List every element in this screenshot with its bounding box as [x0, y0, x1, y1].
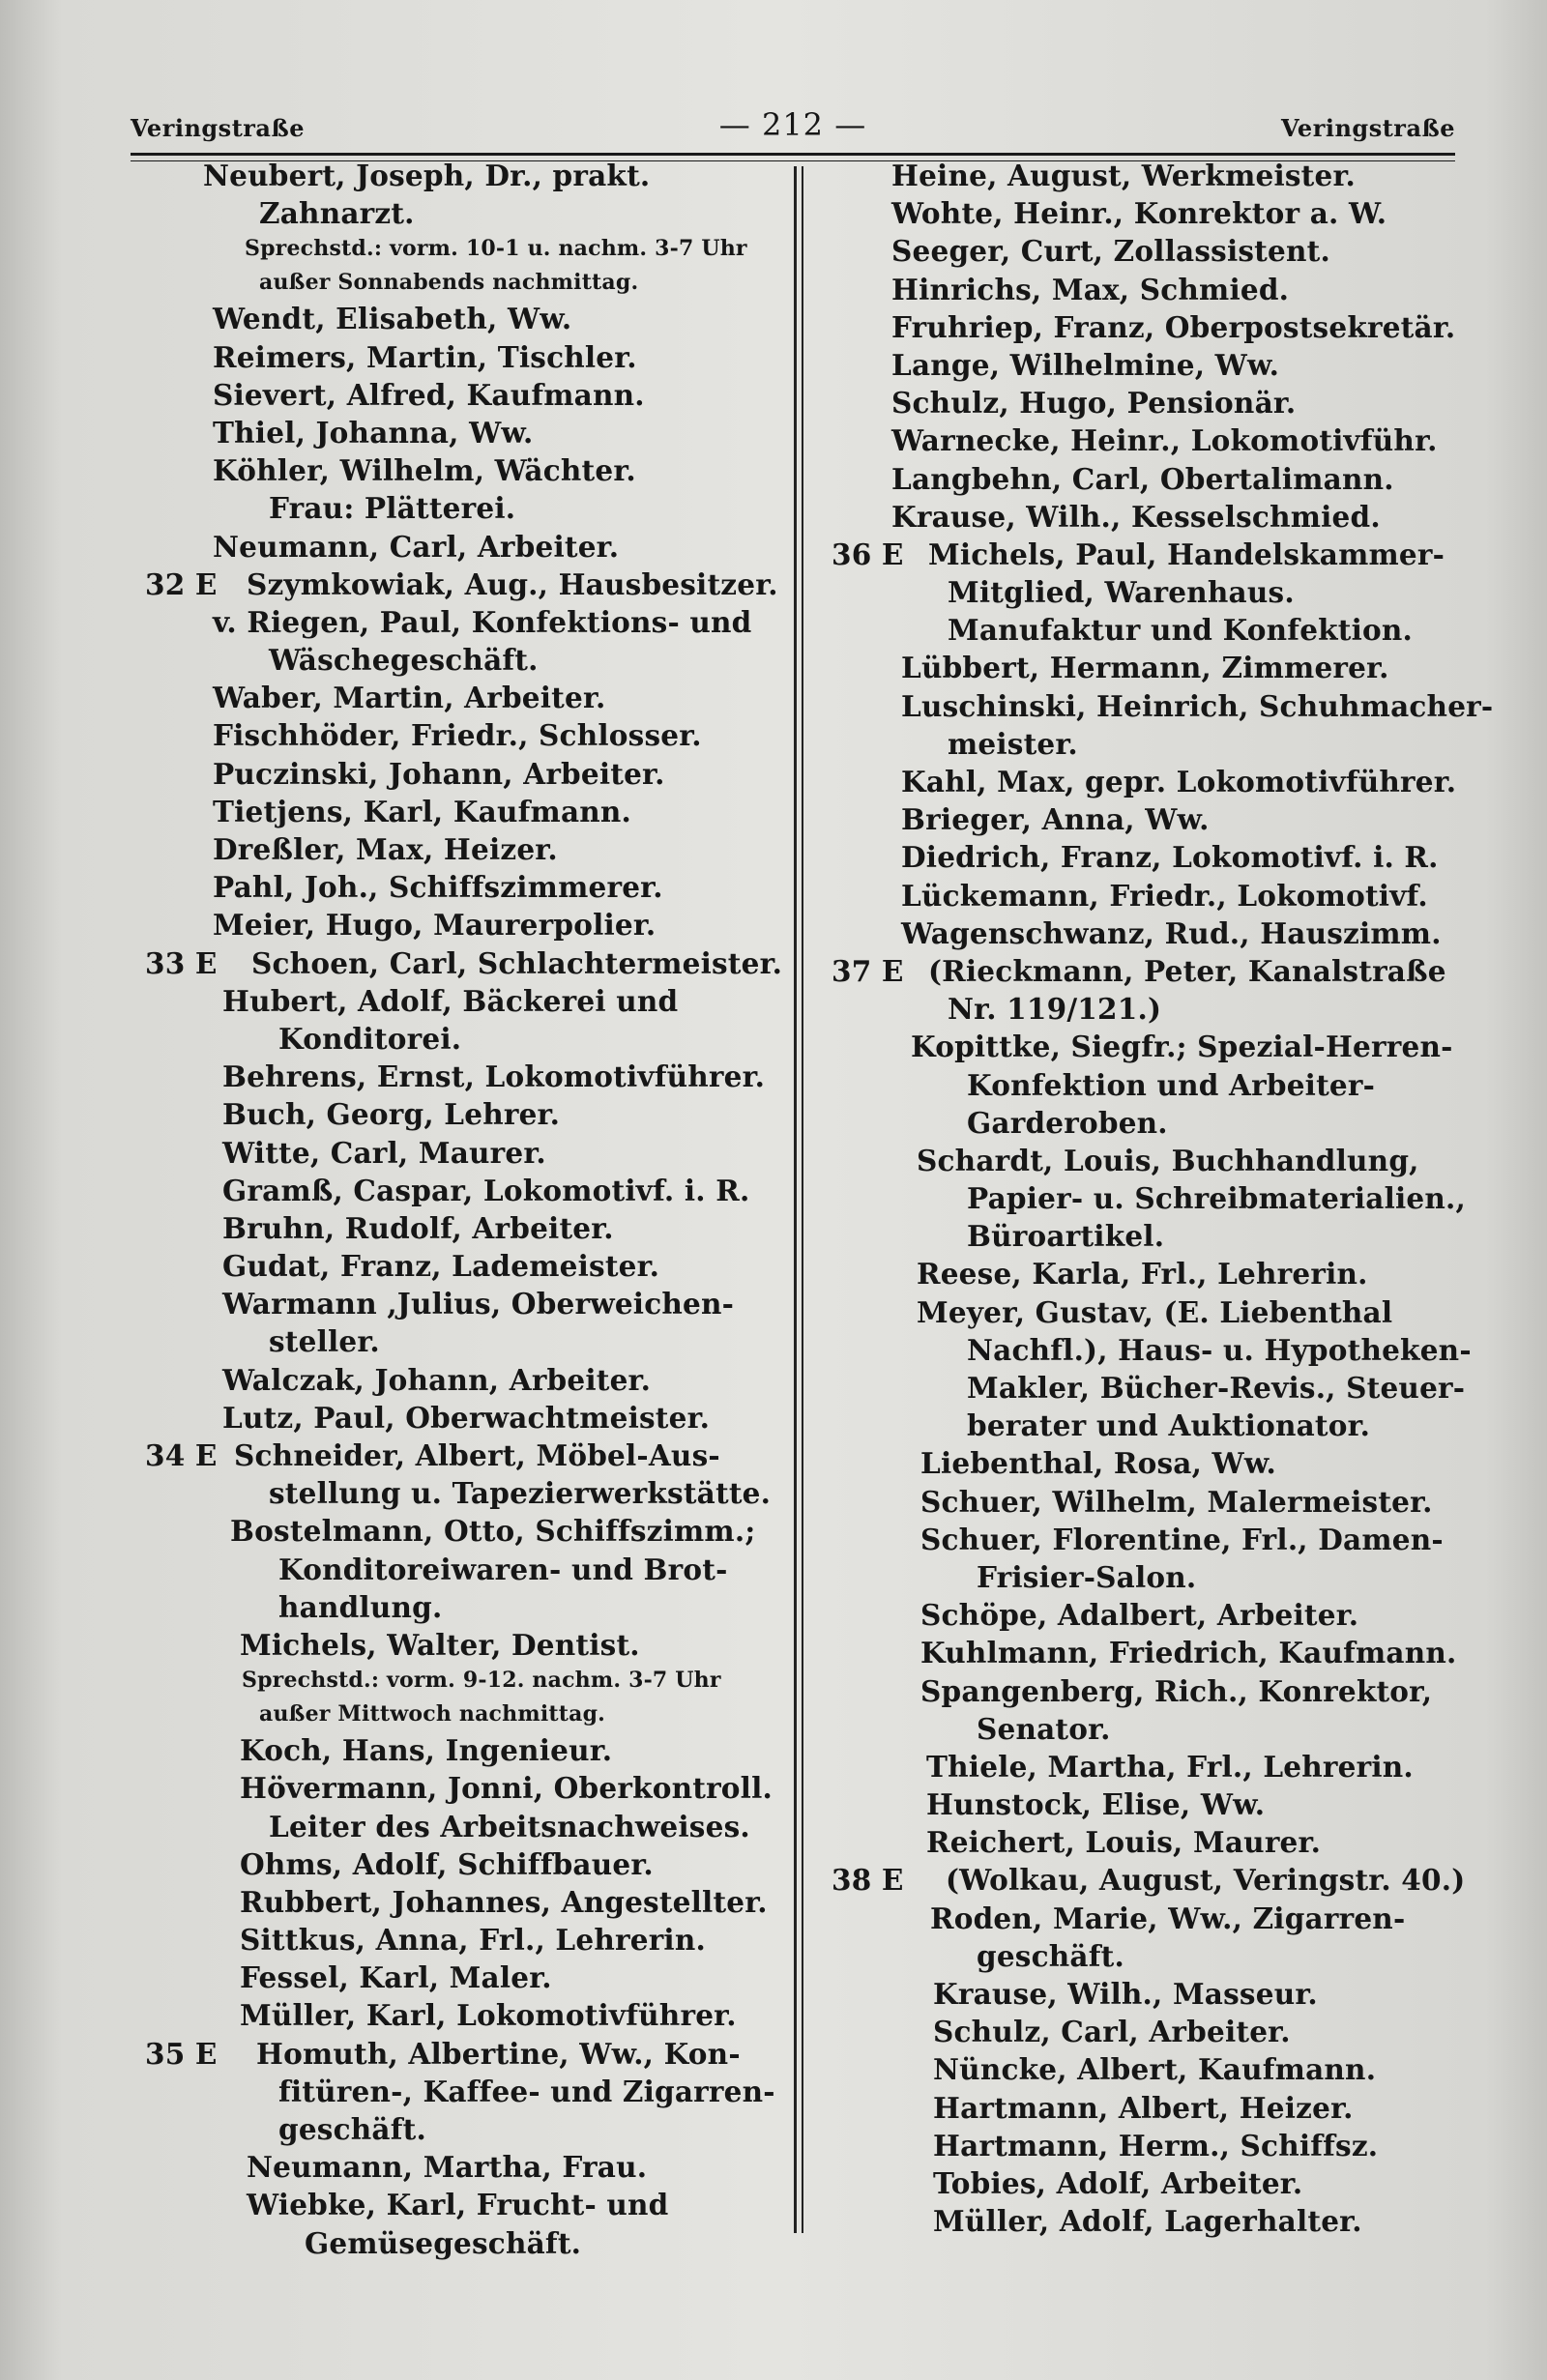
entry-text: Seeger, Curt, Zollassistent. — [891, 234, 1330, 269]
house-number: 38 E — [832, 1863, 904, 1898]
directory-entry — [832, 308, 1499, 346]
directory-entry — [832, 1521, 1499, 1558]
directory-entry — [145, 1020, 778, 1058]
page-number: — 212 — — [718, 106, 867, 143]
directory-entry — [832, 157, 1499, 194]
directory-entry — [145, 194, 778, 232]
directory-entry — [145, 1769, 778, 1807]
entry-text: Manufaktur und Konfektion. — [948, 613, 1414, 648]
directory-entry — [832, 421, 1499, 459]
directory-entry — [145, 1209, 778, 1247]
directory-entry — [145, 641, 778, 679]
directory-entry — [832, 384, 1499, 421]
directory-entry — [145, 1626, 778, 1664]
directory-entry — [832, 1937, 1499, 1975]
entry-text: Schoen, Carl, Schlachtermeister. — [251, 945, 783, 980]
directory-entry — [145, 679, 778, 716]
entry-text: Brieger, Anna, Ww. — [901, 802, 1210, 837]
entry-text: Reese, Karla, Frl., Lehrerin. — [917, 1257, 1368, 1292]
entry-text: Makler, Bücher-Revis., Steuer- — [967, 1371, 1466, 1405]
entry-text: Sprechstd.: vorm. 9-12. nachm. 3-7 Uhr — [242, 1668, 721, 1694]
entry-text: v. Riegen, Paul, Konfektions- und — [213, 604, 752, 639]
directory-entry — [145, 1399, 778, 1437]
directory-entry — [832, 2013, 1499, 2050]
directory-entry — [832, 1672, 1499, 1710]
entry-text: Koch, Hans, Ingenieur. — [240, 1733, 613, 1768]
office-hours-note — [145, 1664, 778, 1698]
entry-text: Schuer, Wilhelm, Malermeister. — [920, 1484, 1433, 1519]
entry-text: Gemüsegeschäft. — [305, 2225, 582, 2260]
directory-entry — [145, 1731, 778, 1769]
entry-text: handlung. — [278, 1589, 443, 1624]
directory-entry — [832, 2089, 1499, 2127]
entry-text: Liebenthal, Rosa, Ww. — [920, 1446, 1276, 1481]
entry-text: Lübbert, Hermann, Zimmerer. — [901, 651, 1389, 685]
entry-text: Krause, Wilh., Masseur. — [933, 1977, 1318, 2011]
entry-text: Konditoreiwaren- und Brot- — [278, 1552, 728, 1586]
entry-text: Waber, Martin, Arbeiter. — [213, 681, 606, 715]
entry-text: Homuth, Albertine, Ww., Kon- — [256, 2036, 741, 2071]
directory-entry — [832, 1142, 1499, 1179]
directory-entry — [832, 1179, 1499, 1217]
directory-entry — [145, 489, 778, 527]
entry-text: Diedrich, Franz, Lokomotivf. i. R. — [901, 840, 1439, 875]
directory-entry — [832, 725, 1499, 763]
left-column — [145, 157, 783, 2262]
directory-entry — [832, 271, 1499, 308]
house-number-entry — [145, 2035, 778, 2073]
entry-text: außer Mittwoch nachmittag. — [259, 1701, 606, 1727]
office-hours-note — [145, 1698, 778, 1731]
house-number-entry — [832, 952, 1499, 990]
directory-entry — [145, 1512, 778, 1550]
entry-text: Reimers, Martin, Tischler. — [213, 339, 637, 374]
entry-text: Warmann ,Julius, Oberweichen- — [222, 1287, 735, 1321]
directory-entry — [145, 1883, 778, 1921]
directory-entry — [145, 1996, 778, 2034]
directory-entry — [832, 914, 1499, 952]
directory-entry — [832, 1634, 1499, 1671]
entry-text: Lutz, Paul, Oberwachtmeister. — [222, 1400, 711, 1435]
entry-text: Langbehn, Carl, Obertalimann. — [891, 461, 1394, 496]
directory-entry — [832, 346, 1499, 384]
entry-text: Wendt, Elisabeth, Ww. — [213, 302, 572, 336]
entry-text: Thiel, Johanna, Ww. — [213, 415, 534, 450]
directory-entry — [145, 1322, 778, 1360]
directory-entry — [145, 1058, 778, 1095]
directory-entry — [145, 1551, 778, 1588]
entry-text: Reichert, Louis, Maurer. — [926, 1825, 1322, 1860]
entry-text: Walczak, Johann, Arbeiter. — [222, 1362, 652, 1397]
directory-entry — [832, 1444, 1499, 1482]
entry-text: Nüncke, Albert, Kaufmann. — [933, 2052, 1377, 2087]
entry-text: Neubert, Joseph, Dr., prakt. — [203, 159, 651, 192]
directory-entry — [145, 603, 778, 641]
entry-text: Rubbert, Johannes, Angestellter. — [240, 1884, 768, 1919]
entry-text: Konditorei. — [278, 1021, 462, 1056]
office-hours-note — [145, 232, 778, 266]
directory-entry — [832, 1028, 1499, 1065]
directory-entry — [145, 157, 778, 194]
directory-entry — [145, 1247, 778, 1285]
directory-entry — [145, 1134, 778, 1172]
directory-entry — [145, 868, 778, 906]
entry-text: Müller, Karl, Lokomotivführer. — [240, 1998, 737, 2033]
house-number: 35 E — [145, 2036, 218, 2071]
entry-text: Meyer, Gustav, (E. Liebenthal — [917, 1294, 1393, 1329]
directory-entry — [145, 451, 778, 489]
house-number: 34 E — [145, 1438, 218, 1472]
directory-entry — [145, 793, 778, 830]
entry-text: meister. — [948, 726, 1078, 761]
directory-entry — [145, 1474, 778, 1512]
directory-entry — [832, 1558, 1499, 1596]
directory-entry — [832, 1407, 1499, 1444]
header-street-right: Veringstraße — [1281, 114, 1455, 142]
directory-entry — [832, 1369, 1499, 1407]
directory-entry — [145, 2186, 778, 2223]
entry-text: Michels, Walter, Dentist. — [240, 1627, 640, 1662]
directory-entry — [832, 1785, 1499, 1823]
entry-text: Witte, Carl, Maurer. — [222, 1135, 546, 1170]
directory-entry — [832, 1975, 1499, 2013]
directory-entry — [832, 877, 1499, 914]
entry-text: außer Sonnabends nachmittag. — [259, 270, 639, 296]
entry-text: Fruhriep, Franz, Oberpostsekretär. — [891, 309, 1456, 344]
entry-text: stellung u. Tapezierwerkstätte. — [269, 1476, 772, 1511]
entry-text: Meier, Hugo, Maurerpolier. — [213, 908, 657, 943]
entry-text: Bruhn, Rudolf, Arbeiter. — [222, 1210, 614, 1245]
page-header — [131, 106, 1455, 151]
entry-text: Hövermann, Jonni, Oberkontroll. — [240, 1771, 773, 1806]
directory-entry — [832, 687, 1499, 725]
directory-entry — [145, 1808, 778, 1845]
right-column — [832, 157, 1499, 2240]
directory-entry — [832, 573, 1499, 611]
directory-entry — [145, 1588, 778, 1626]
directory-entry — [145, 376, 778, 414]
header-rule — [131, 153, 1455, 156]
directory-entry — [145, 1172, 778, 1209]
entry-text: steller. — [269, 1324, 380, 1359]
entry-text: Szymkowiak, Aug., Hausbesitzer. — [247, 566, 778, 601]
house-number-entry — [832, 536, 1499, 573]
directory-entry — [832, 498, 1499, 536]
entry-text: Sittkus, Anna, Frl., Lehrerin. — [240, 1923, 706, 1958]
directory-entry — [145, 830, 778, 868]
house-number: 32 E — [145, 566, 218, 601]
entry-text: Wohte, Heinr., Konrektor a. W. — [891, 196, 1387, 231]
directory-entry — [832, 1066, 1499, 1104]
entry-text: Hartmann, Albert, Heizer. — [933, 2090, 1354, 2125]
entry-text: Senator. — [977, 1711, 1111, 1746]
entry-text: berater und Auktionator. — [967, 1408, 1371, 1443]
directory-entry — [832, 990, 1499, 1028]
entry-text: Luschinski, Heinrich, Schuhmacher- — [901, 688, 1494, 723]
entry-text: Nachfl.), Haus- u. Hypotheken- — [967, 1332, 1472, 1367]
directory-entry — [145, 716, 778, 754]
entry-text: Sievert, Alfred, Kaufmann. — [213, 377, 645, 412]
entry-text: Bostelmann, Otto, Schiffszimm.; — [230, 1514, 756, 1549]
entry-text: Kuhlmann, Friedrich, Kaufmann. — [920, 1636, 1457, 1670]
directory-entry — [832, 2127, 1499, 2164]
entry-text: Fessel, Karl, Maler. — [240, 1960, 552, 1995]
directory-entry — [145, 300, 778, 337]
house-number: 36 E — [832, 537, 904, 571]
house-number-entry — [145, 566, 778, 603]
entry-text: Frau: Plätterei. — [269, 491, 516, 526]
directory-entry — [832, 2202, 1499, 2240]
house-number-entry — [832, 1861, 1499, 1899]
directory-entry — [145, 906, 778, 943]
header-street-left: Veringstraße — [131, 114, 305, 142]
directory-entry — [832, 2050, 1499, 2088]
house-number: 33 E — [145, 945, 218, 980]
entry-text: Konfektion und Arbeiter- — [967, 1067, 1376, 1102]
entry-text: Thiele, Martha, Frl., Lehrerin. — [926, 1749, 1414, 1784]
entry-text: Frisier-Salon. — [977, 1559, 1197, 1594]
entry-text: Warnecke, Heinr., Lokomotivführ. — [891, 423, 1438, 458]
directory-entry — [145, 1921, 778, 1959]
entry-text: Behrens, Ernst, Lokomotivführer. — [222, 1059, 766, 1094]
entry-text: (Wolkau, August, Veringstr. 40.) — [946, 1863, 1466, 1898]
entry-text: Hunstock, Elise, Ww. — [926, 1787, 1266, 1822]
directory-entry — [145, 2224, 778, 2262]
entry-text: geschäft. — [278, 2112, 426, 2146]
directory-entry — [145, 338, 778, 376]
entry-text: fitüren-, Kaffee- und Zigarren- — [278, 2074, 775, 2108]
entry-text: (Rieckmann, Peter, Kanalstraße — [928, 953, 1446, 988]
entry-text: Lange, Wilhelmine, Ww. — [891, 347, 1280, 382]
directory-entry — [832, 611, 1499, 649]
directory-entry — [832, 1823, 1499, 1861]
entry-text: Wiebke, Karl, Frucht- und — [247, 2188, 669, 2222]
directory-entry — [145, 755, 778, 793]
entry-text: Sprechstd.: vorm. 10-1 u. nachm. 3-7 Uhr — [245, 236, 747, 262]
directory-entry — [832, 649, 1499, 686]
entry-text: Garderoben. — [967, 1105, 1168, 1140]
directory-entry — [832, 800, 1499, 838]
entry-text: Köhler, Wilhelm, Wächter. — [213, 453, 636, 488]
directory-entry — [832, 460, 1499, 498]
directory-entry — [145, 1095, 778, 1133]
entry-text: Michels, Paul, Handelskammer- — [928, 537, 1445, 571]
entry-text: Wäschegeschäft. — [269, 643, 539, 678]
directory-entry — [145, 1361, 778, 1399]
entry-text: Leiter des Arbeitsnachweises. — [269, 1809, 750, 1843]
entry-text: Roden, Marie, Ww., Zigarren- — [930, 1901, 1406, 1935]
directory-entry — [832, 194, 1499, 232]
house-number-entry — [145, 944, 783, 982]
directory-entry — [145, 2110, 778, 2148]
entry-text: Tietjens, Karl, Kaufmann. — [213, 794, 632, 828]
directory-entry — [145, 1285, 778, 1322]
entry-text: Schardt, Louis, Buchhandlung, — [917, 1143, 1419, 1177]
directory-entry — [832, 1293, 1499, 1331]
directory-entry — [145, 1845, 778, 1883]
directory-entry — [832, 1255, 1499, 1292]
entry-text: Schneider, Albert, Möbel-Aus- — [234, 1438, 720, 1472]
entry-text: Nr. 119/121.) — [948, 992, 1162, 1027]
entry-text: Neumann, Martha, Frau. — [247, 2150, 648, 2185]
entry-text: Kopittke, Siegfr.; Spezial-Herren- — [911, 1030, 1453, 1064]
entry-text: Puczinski, Johann, Arbeiter. — [213, 756, 665, 791]
directory-entry — [145, 528, 778, 566]
entry-text: Tobies, Adolf, Arbeiter. — [933, 2165, 1303, 2200]
entry-text: Ohms, Adolf, Schiffbauer. — [240, 1846, 654, 1881]
directory-entry — [832, 1748, 1499, 1785]
directory-entry — [832, 1900, 1499, 1937]
office-hours-note — [145, 266, 778, 300]
entry-text: Schöpe, Adalbert, Arbeiter. — [920, 1598, 1359, 1633]
entry-text: Gudat, Franz, Lademeister. — [222, 1249, 660, 1284]
directory-entry — [832, 1596, 1499, 1634]
directory-entry — [145, 2148, 778, 2186]
entry-text: Pahl, Joh., Schiffszimmerer. — [213, 870, 663, 905]
directory-entry — [832, 1331, 1499, 1369]
entry-text: Fischhöder, Friedr., Schlosser. — [213, 718, 702, 753]
directory-entry — [145, 414, 778, 451]
directory-entry — [832, 1104, 1499, 1142]
directory-entry — [145, 2073, 778, 2110]
entry-text: Wagenschwanz, Rud., Hauszimm. — [901, 915, 1442, 950]
directory-entry — [832, 1217, 1499, 1255]
entry-text: Papier- u. Schreibmaterialien., — [967, 1181, 1466, 1216]
entry-text: Schulz, Carl, Arbeiter. — [933, 2015, 1291, 2049]
directory-entry — [145, 982, 778, 1020]
directory-entry — [832, 838, 1499, 876]
entry-text: Spangenberg, Rich., Konrektor, — [920, 1673, 1433, 1708]
entry-text: Kahl, Max, gepr. Lokomotivführer. — [901, 765, 1457, 798]
entry-text: Büroartikel. — [967, 1219, 1165, 1254]
entry-text: Hubert, Adolf, Bäckerei und — [222, 983, 679, 1018]
entry-text: Hartmann, Herm., Schiffsz. — [933, 2128, 1379, 2162]
entry-text: Krause, Wilh., Kesselschmied. — [891, 499, 1381, 534]
entry-text: Neumann, Carl, Arbeiter. — [213, 529, 620, 564]
column-divider — [794, 166, 803, 2233]
entry-text: Müller, Adolf, Lagerhalter. — [933, 2204, 1362, 2239]
entry-text: Lückemann, Friedr., Lokomotivf. — [901, 878, 1428, 913]
directory-entry — [832, 1710, 1499, 1748]
entry-text: Gramß, Caspar, Lokomotivf. i. R. — [222, 1173, 750, 1207]
entry-text: Buch, Georg, Lehrer. — [222, 1097, 561, 1132]
entry-text: Hinrichs, Max, Schmied. — [891, 272, 1290, 306]
entry-text: Mitglied, Warenhaus. — [948, 575, 1295, 610]
directory-entry — [832, 763, 1499, 800]
directory-entry — [832, 1483, 1499, 1521]
entry-text: geschäft. — [977, 1938, 1124, 1973]
house-number-entry — [145, 1437, 778, 1474]
entry-text: Dreßler, Max, Heizer. — [213, 832, 558, 866]
entry-text: Schuer, Florentine, Frl., Damen- — [920, 1522, 1444, 1556]
entry-text: Heine, August, Werkmeister. — [891, 159, 1356, 192]
directory-entry — [145, 1959, 778, 1996]
directory-entry — [832, 2164, 1499, 2202]
entry-text: Schulz, Hugo, Pensionär. — [891, 386, 1297, 421]
directory-entry — [832, 232, 1499, 270]
entry-text: Zahnarzt. — [259, 196, 415, 231]
house-number: 37 E — [832, 953, 904, 988]
